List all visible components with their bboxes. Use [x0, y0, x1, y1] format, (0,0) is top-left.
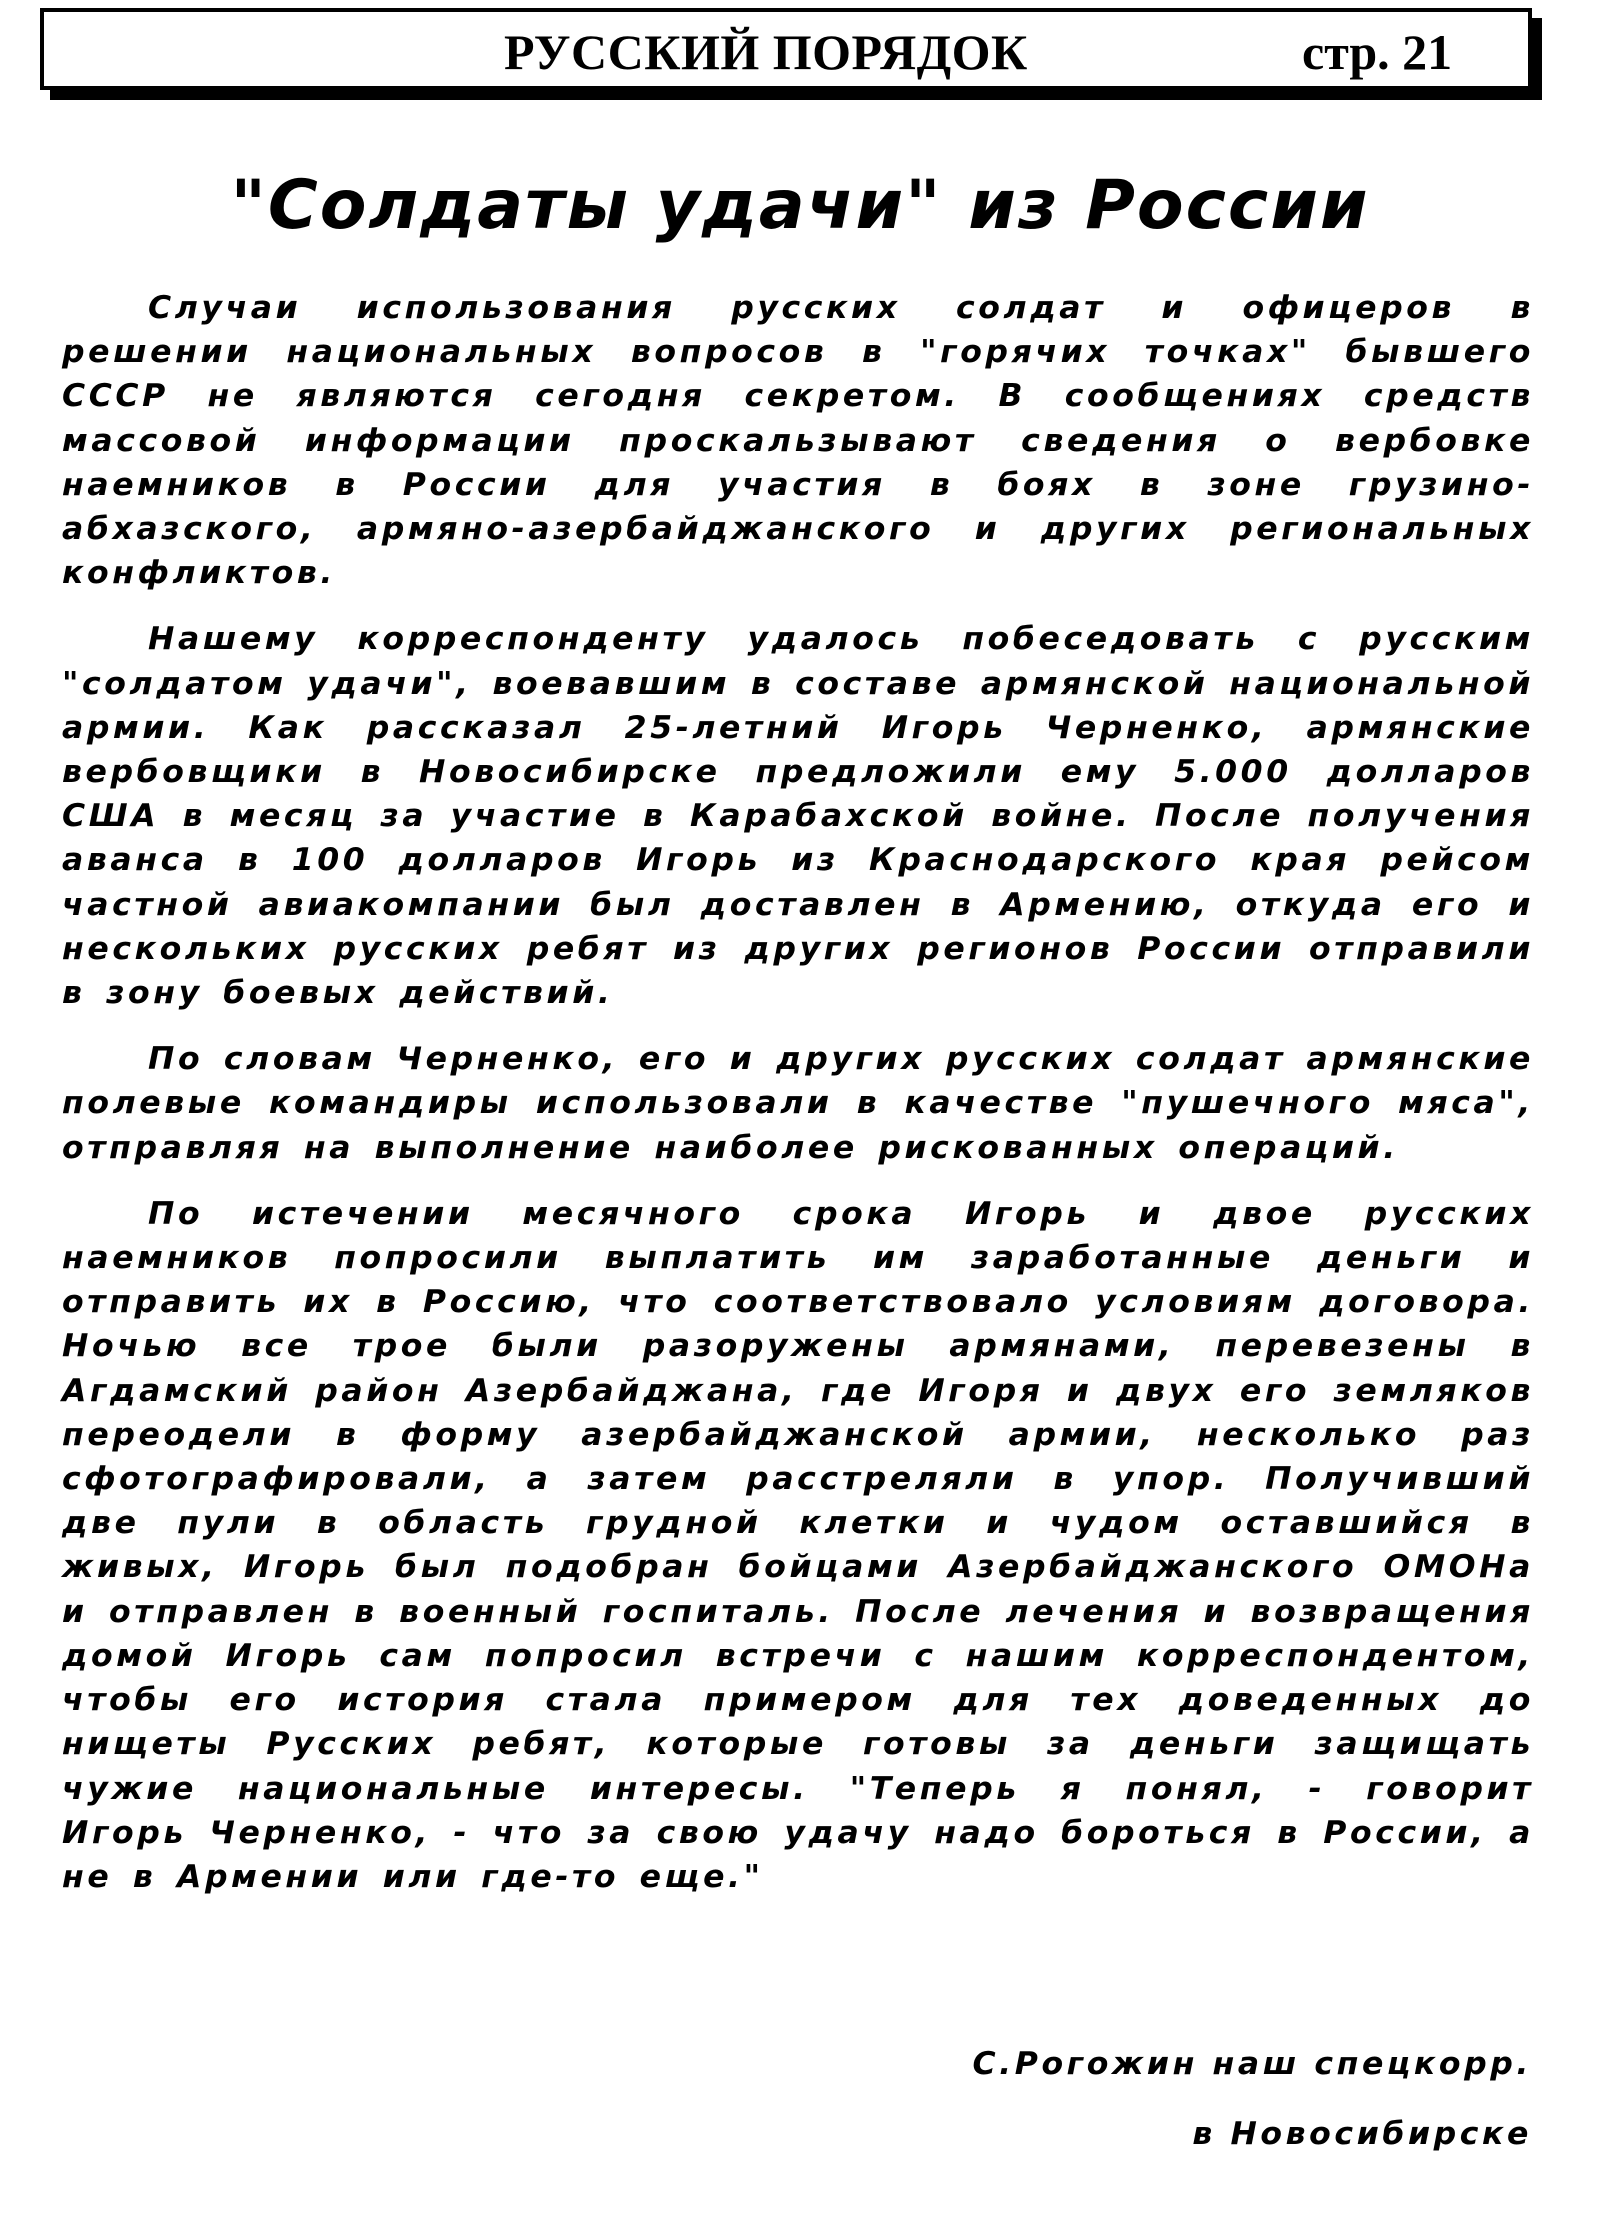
page-header — [40, 8, 1532, 90]
article-paragraph: По истечении месячного срока Игорь и двое русских наемников попросили выплатить им заработанные деньги и отправить их в Россию, что соответствовало условиям договора. Ночью все трое были разоружены армянами, перевезены в Агдамский район Азербайджана, где Игоря и двух его земляков переодели в форму азербайджанской армии, несколько раз сфотографировали, а затем расстреляли в упор. Получивший две пули в область грудной клетки и чудом оставшийся в живых, Игорь был подобран бойцами Азербайджанского ОМОНа и отправлен в военный госпиталь. После лечения и возвращения домой Игорь сам попросил встречи с нашим корреспондентом, чтобы его история стала примером для тех доведенных до нищеты Русских ребят, которые готовы за деньги защищать чужие национальные интересы. "Теперь я понял, - говорит Игорь Черненко, - что за свою удачу надо бороться в России, а не в Армении или где-то еще." — [62, 1195, 1534, 1895]
author-location: в Новосибирске — [1192, 2116, 1532, 2152]
article-paragraph: По словам Черненко, его и других русских солдат армянские полевые командиры использовали в качестве "пушечного мяса", отправляя на выполнение наиболее рискованных операций. — [62, 1041, 1534, 1166]
page-number: стр. 21 — [1302, 24, 1453, 80]
article-body — [62, 286, 1534, 1921]
article-paragraph: Нашему корреспонденту удалось побеседовать с русским "солдатом удачи", воевавшим в составе армянской национальной армии. Как рассказал 25-летний Игорь Черненко, армянские вербовщики в Новосибирске предложили ему 5.000 долларов США в месяц за участие в Карабахской войне. После получения аванса в 100 долларов Игорь из Краснодарского края рейсом частной авиакомпании был доставлен в Армению, откуда его и нескольких русских ребят из других регионов России отправили в зону боевых действий. — [62, 621, 1534, 1012]
article-paragraph: Случаи использования русских солдат и офицеров в решении национальных вопросов в "горячих точках" бывшего СССР не являются сегодня секретом. В сообщениях средств массовой информации проскальзывают сведения о вербовке наемников в России для участия в боях в зоне грузино-абхазского, армяно-азербайджанского и других региональных конфликтов. — [62, 290, 1534, 592]
author-signature: С.Рогожин наш спецкорр. — [972, 2046, 1532, 2082]
publication-name: РУССКИЙ ПОРЯДОК — [504, 24, 1028, 80]
article-title: "Солдаты удачи" из России — [230, 166, 1370, 245]
